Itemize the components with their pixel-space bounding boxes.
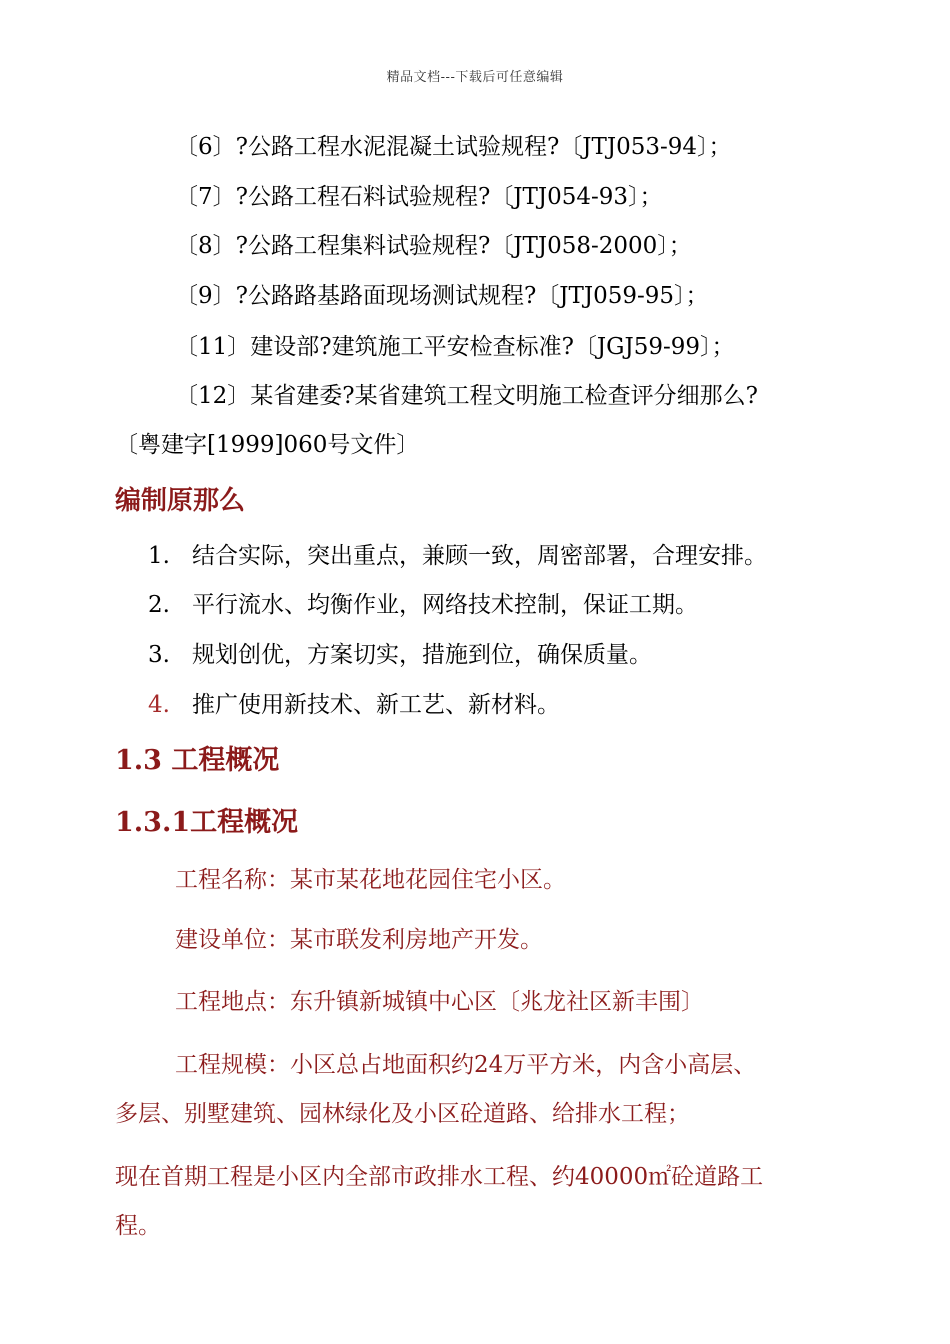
principle-number: 2. (148, 592, 170, 618)
principle-item (148, 690, 560, 720)
reference-item-continuation: 〔粤建字[1999]060号文件〕 (115, 432, 420, 458)
page-header: 精品文档---下载后可任意编辑 (386, 70, 564, 85)
principle-number: 4. (148, 692, 170, 718)
reference-item: 〔12〕某省建委?某省建筑工程文明施工检查评分细那么? (175, 383, 758, 409)
reference-item: 〔7〕?公路工程石料试验规程?〔JTJ054-93〕； (175, 184, 663, 210)
reference-item: 〔6〕?公路工程水泥混凝土试验规程?〔JTJ053-94〕； (175, 134, 732, 160)
principle-text: 结合实际，突出重点，兼顾一致，周密部署，合理安排。 (192, 543, 767, 569)
section-heading-1-3: 1.3 工程概况 (115, 745, 280, 776)
principle-item (148, 590, 698, 620)
principle-text: 平行流水、均衡作业，网络技术控制，保证工期。 (192, 592, 698, 618)
principle-text: 推广使用新技术、新工艺、新材料。 (192, 692, 560, 718)
principle-number: 3. (148, 642, 170, 668)
principle-item (148, 640, 652, 670)
phase-one-continuation: 程。 (115, 1213, 161, 1239)
principle-item (148, 541, 767, 571)
project-name-line: 工程名称：某市某花地花园住宅小区。 (175, 867, 566, 893)
project-scale-line: 工程规模：小区总占地面积约24万平方米，内含小高层、 (175, 1052, 757, 1078)
developer-line: 建设单位：某市联发利房地产开发。 (175, 927, 543, 953)
reference-item: 〔11〕建设部?建筑施工平安检查标准?〔JGJ59-99〕； (175, 334, 735, 360)
reference-item: 〔8〕?公路工程集料试验规程?〔JTJ058-2000〕； (175, 233, 692, 259)
principle-number: 1. (148, 543, 170, 569)
principles-heading: 编制原那么 (115, 486, 246, 516)
section-heading-1-3-1: 1.3.1工程概况 (115, 807, 299, 838)
reference-item: 〔9〕?公路路基路面现场测试规程?〔JTJ059-95〕； (175, 283, 709, 309)
principle-text: 规划创优，方案切实，措施到位，确保质量。 (192, 642, 652, 668)
project-location-line: 工程地点：东升镇新城镇中心区〔兆龙社区新丰围〕 (175, 989, 704, 1015)
phase-one-line: 现在首期工程是小区内全部市政排水工程、约40000㎡砼道路工 (115, 1164, 764, 1190)
project-scale-continuation: 多层、别墅建筑、园林绿化及小区砼道路、给排水工程； (115, 1101, 690, 1127)
